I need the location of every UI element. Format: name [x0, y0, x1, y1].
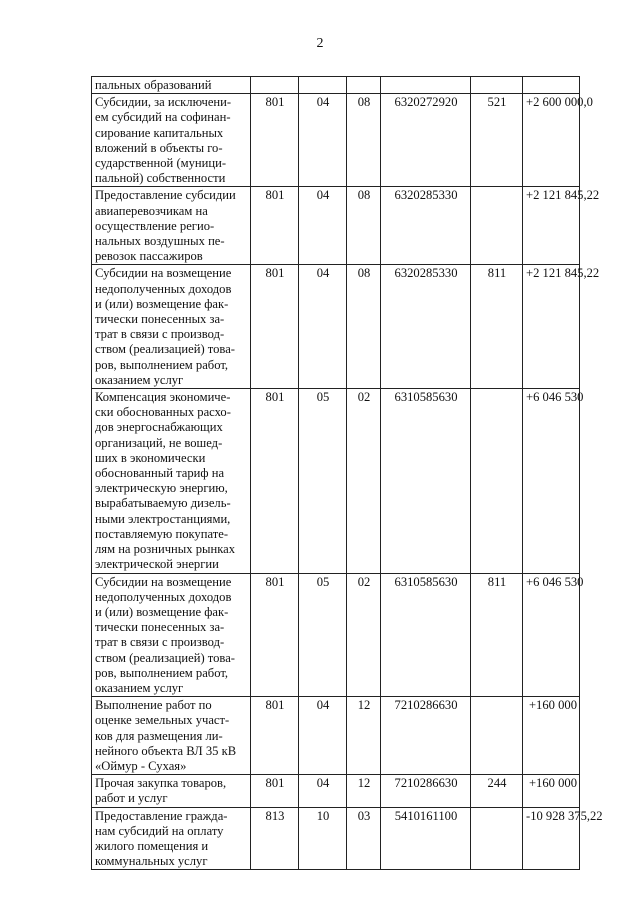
- item-name-line: Предоставление гражда-: [95, 808, 228, 823]
- item-name-cell: [92, 573, 251, 697]
- section-code-cell: 04: [299, 697, 347, 775]
- item-name-cell: [92, 389, 251, 573]
- item-name-line: тически понесенных за-: [95, 620, 225, 635]
- section-code-cell: [299, 77, 347, 94]
- amount-cell: +6 046 530: [523, 573, 580, 697]
- item-name-line: нейного объекта ВЛ 35 кВ: [95, 743, 237, 758]
- ministry-code-cell: [251, 77, 299, 94]
- ministry-code-cell: 801: [251, 187, 299, 265]
- item-name-line: сударственной (муници-: [95, 156, 227, 171]
- budget-table-body: [92, 77, 603, 870]
- item-name-line: ски обоснованных расхо-: [95, 405, 231, 420]
- amount-cell: +160 000: [523, 775, 580, 807]
- item-name-line: ров, выполнением работ,: [95, 665, 229, 680]
- target-article-cell: 7210286630: [381, 775, 471, 807]
- ministry-code-cell: 801: [251, 573, 299, 697]
- item-name-line: ством (реализацией) това-: [95, 342, 236, 357]
- item-name-line: Компенсация экономиче-: [95, 390, 231, 405]
- target-article-cell: [381, 77, 471, 94]
- amount-cell: +2 121 845,22: [523, 265, 580, 389]
- item-name-line: «Оймур - Сухая»: [95, 758, 187, 773]
- item-name-line: лям на розничных рынках: [95, 542, 236, 557]
- item-name-cell: [92, 94, 251, 187]
- item-name-line: электрическую энергию,: [95, 481, 228, 496]
- target-article-cell: 6320272920: [381, 94, 471, 187]
- item-name-line: недополученных доходов: [95, 589, 232, 604]
- ministry-code-cell: 801: [251, 775, 299, 807]
- item-name-line: трат в связи с производ-: [95, 327, 225, 342]
- table-row: [92, 775, 580, 807]
- item-name-line: пальных образований: [95, 78, 212, 92]
- subsection-code-cell: 08: [347, 187, 381, 265]
- item-name-line: Субсидии на возмещение: [95, 574, 232, 589]
- item-name-line: ров, выполнением работ,: [95, 357, 229, 372]
- section-code-cell: 04: [299, 94, 347, 187]
- item-name-line: ством (реализацией) това-: [95, 650, 236, 665]
- table-row: [92, 265, 580, 389]
- item-name-line: обоснованный тариф на: [95, 466, 225, 481]
- expense-type-cell: 244: [471, 775, 523, 807]
- ministry-code-cell: 801: [251, 265, 299, 389]
- item-name-line: организаций, не вошед-: [95, 435, 223, 450]
- item-name-line: и (или) возмещение фак-: [95, 296, 229, 311]
- expense-type-cell: 811: [471, 265, 523, 389]
- item-name-line: ков для размещения ли-: [95, 728, 223, 743]
- item-name-cell: [92, 187, 251, 265]
- expense-type-cell: 811: [471, 573, 523, 697]
- item-name-line: ших в экономически: [95, 450, 206, 465]
- amount-cell: +6 046 530: [523, 389, 580, 573]
- item-name-line: оценке земельных участ-: [95, 713, 230, 728]
- target-article-cell: 7210286630: [381, 697, 471, 775]
- amount-cell: -10 928 375,22: [523, 807, 580, 870]
- table-row: [92, 697, 580, 775]
- item-name-line: ными электростанциями,: [95, 511, 231, 526]
- item-name-line: тически понесенных за-: [95, 312, 225, 327]
- item-name-line: нальных воздушных пе-: [95, 234, 225, 249]
- section-code-cell: 05: [299, 389, 347, 573]
- target-article-cell: 6310585630: [381, 389, 471, 573]
- table-row: [92, 389, 580, 573]
- section-code-cell: 05: [299, 573, 347, 697]
- item-name-cell: [92, 807, 251, 870]
- table-row: [92, 77, 580, 94]
- ministry-code-cell: 801: [251, 697, 299, 775]
- expense-type-cell: 521: [471, 94, 523, 187]
- subsection-code-cell: 08: [347, 265, 381, 389]
- expense-type-cell: [471, 77, 523, 94]
- section-code-cell: 04: [299, 265, 347, 389]
- expense-type-cell: [471, 807, 523, 870]
- item-name-line: оказанием услуг: [95, 372, 184, 387]
- amount-cell: +2 121 845,22: [523, 187, 580, 265]
- subsection-code-cell: 12: [347, 697, 381, 775]
- item-name-cell: [92, 77, 251, 94]
- subsection-code-cell: [347, 77, 381, 94]
- table-row: [92, 573, 580, 697]
- subsection-code-cell: 08: [347, 94, 381, 187]
- section-code-cell: 10: [299, 807, 347, 870]
- item-name-line: жилого помещения и: [95, 838, 209, 853]
- table-row: [92, 187, 580, 265]
- amount-cell: +160 000: [523, 697, 580, 775]
- ministry-code-cell: 801: [251, 94, 299, 187]
- item-name-line: ем субсидий на софинан-: [95, 110, 231, 125]
- target-article-cell: 5410161100: [381, 807, 471, 870]
- subsection-code-cell: 02: [347, 389, 381, 573]
- target-article-cell: 6320285330: [381, 265, 471, 389]
- item-name-line: осуществление регио-: [95, 218, 215, 233]
- target-article-cell: 6310585630: [381, 573, 471, 697]
- ministry-code-cell: 813: [251, 807, 299, 870]
- section-code-cell: 04: [299, 775, 347, 807]
- item-name-line: вырабатываемую дизель-: [95, 496, 231, 511]
- expense-type-cell: [471, 187, 523, 265]
- item-name-line: нам субсидий на оплату: [95, 823, 224, 838]
- table-row: [92, 807, 580, 870]
- item-name-line: Предоставление субсидии: [95, 188, 236, 203]
- item-name-line: вложений в объекты го-: [95, 140, 223, 155]
- item-name-line: сирование капитальных: [95, 125, 224, 140]
- expense-type-cell: [471, 697, 523, 775]
- subsection-code-cell: 12: [347, 775, 381, 807]
- item-name-line: и (или) возмещение фак-: [95, 604, 229, 619]
- item-name-line: авиаперевозчикам на: [95, 203, 208, 218]
- item-name-cell: [92, 265, 251, 389]
- section-code-cell: 04: [299, 187, 347, 265]
- page-number: 2: [316, 36, 324, 51]
- target-article-cell: 6320285330: [381, 187, 471, 265]
- item-name-line: коммунальных услуг: [95, 854, 208, 869]
- budget-table: [91, 76, 603, 870]
- item-name-line: недополученных доходов: [95, 281, 232, 296]
- item-name-line: пальной) собственности: [95, 171, 226, 186]
- item-name-cell: [92, 697, 251, 775]
- item-name-line: дов энергоснабжающих: [95, 420, 223, 435]
- item-name-line: Выполнение работ по: [95, 698, 212, 713]
- amount-cell: [523, 77, 580, 94]
- item-name-line: Субсидии на возмещение: [95, 266, 232, 281]
- table-row: [92, 94, 580, 187]
- expense-type-cell: [471, 389, 523, 573]
- item-name-line: трат в связи с производ-: [95, 635, 225, 650]
- item-name-line: оказанием услуг: [95, 680, 184, 695]
- subsection-code-cell: 02: [347, 573, 381, 697]
- amount-cell: +2 600 000,0: [523, 94, 580, 187]
- item-name-line: ревозок пассажиров: [95, 249, 203, 264]
- item-name-line: Субсидии, за исключени-: [95, 95, 232, 110]
- item-name-line: поставляемую покупате-: [95, 526, 229, 541]
- ministry-code-cell: 801: [251, 389, 299, 573]
- item-name-cell: [92, 775, 251, 807]
- item-name-line: Прочая закупка товаров,: [95, 776, 227, 791]
- item-name-line: электрической энергии: [95, 557, 219, 572]
- subsection-code-cell: 03: [347, 807, 381, 870]
- item-name-line: работ и услуг: [95, 791, 168, 806]
